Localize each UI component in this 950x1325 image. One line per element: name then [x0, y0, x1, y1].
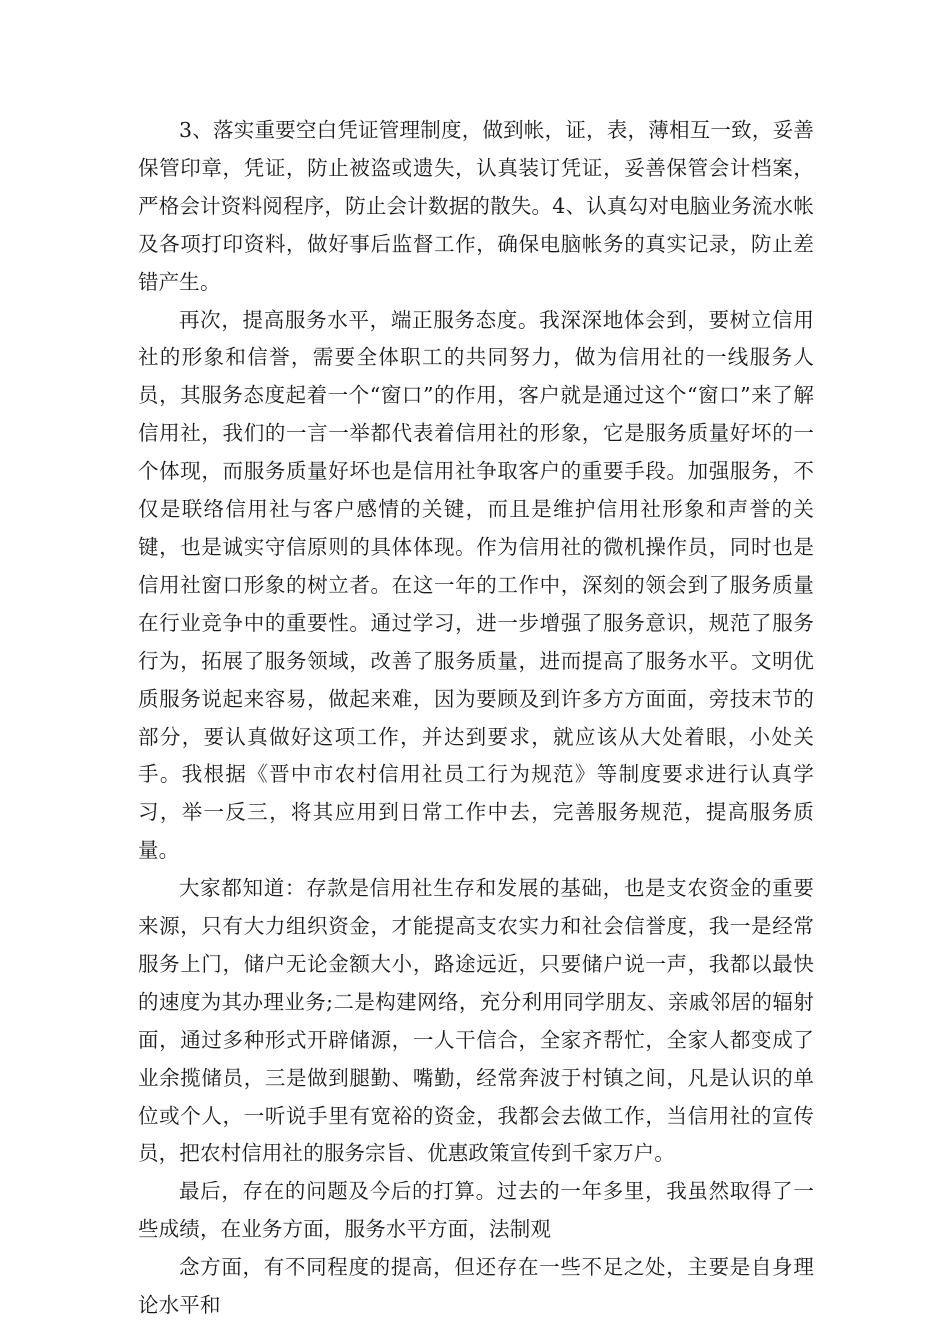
document-body: [138, 112, 814, 1325]
paragraph-voucher-management: 3、落实重要空白凭证管理制度，做到帐，证，表，薄相互一致，妥善保管印章，凭证，防止被盗或遗失，认真装订凭证，妥善保管会计档案，严格会计资料阅程序，防止会计数据的散失。4、认真勾对电脑业务流水帐及各项打印资料，做好事后监督工作，确保电脑帐务的真实记录，防止差错产生。: [138, 118, 814, 294]
paragraph-problems-and-plans: 最后，存在的问题及今后的打算。过去的一年多里，我虽然取得了一些成绩，在业务方面，服务水平方面，法制观: [138, 1179, 814, 1242]
paragraph-deposits: 大家都知道：存款是信用社生存和发展的基础，也是支农资金的重要来源，只有大力组织资金，才能提高支农实力和社会信誉度，我一是经常服务上门，储户无论金额大小，路途远近，只要储户说一声，我都以最快的速度为其办理业务;二是构建网络，充分利用同学朋友、亲戚邻居的辐射面，通过多种形式开辟储源，一人干信合，全家齐帮忙，全家人都变成了业余揽储员，三是做到腿勤、嘴勤，经常奔波于村镇之间，凡是认识的单位或个人，一听说手里有宽裕的资金，我都会去做工作，当信用社的宣传员，把农村信用社的服务宗旨、优惠政策宣传到千家万户。: [138, 876, 814, 1166]
paragraph-continuation: 念方面，有不同程度的提高，但还存在一些不足之处，主要是自身理论水平和: [138, 1255, 814, 1318]
paragraph-service-level: 再次，提高服务水平，端正服务态度。我深深地体会到，要树立信用社的形象和信誉，需要全体职工的共同努力，做为信用社的一线服务人员，其服务态度起着一个“窗口”的作用，客户就是通过这个“窗口”来了解信用社，我们的一言一举都代表着信用社的形象，它是服务质量好坏的一个体现，而服务质量好坏也是信用社争取客户的重要手段。加强服务，不仅是联络信用社与客户感情的关键，而且是维护信用社形象和声誉的关键，也是诚实守信原则的具体体现。作为信用社的微机操作员，同时也是信用社窗口形象的树立者。在这一年的工作中，深刻的领会到了服务质量在行业竞争中的重要性。通过学习，进一步增强了服务意识，规范了服务行为，拓展了服务领域，改善了服务质量，进而提高了服务水平。文明优质服务说起来容易，做起来难，因为要顾及到许多方方面面，旁技末节的部分，要认真做好这项工作，并达到要求，就应该从大处着眼，小处关手。我根据《晋中市农村信用社员工行为规范》等制度要求进行认真学习，举一反三，将其应用到日常工作中去，完善服务规范，提高服务质量。: [138, 307, 814, 863]
